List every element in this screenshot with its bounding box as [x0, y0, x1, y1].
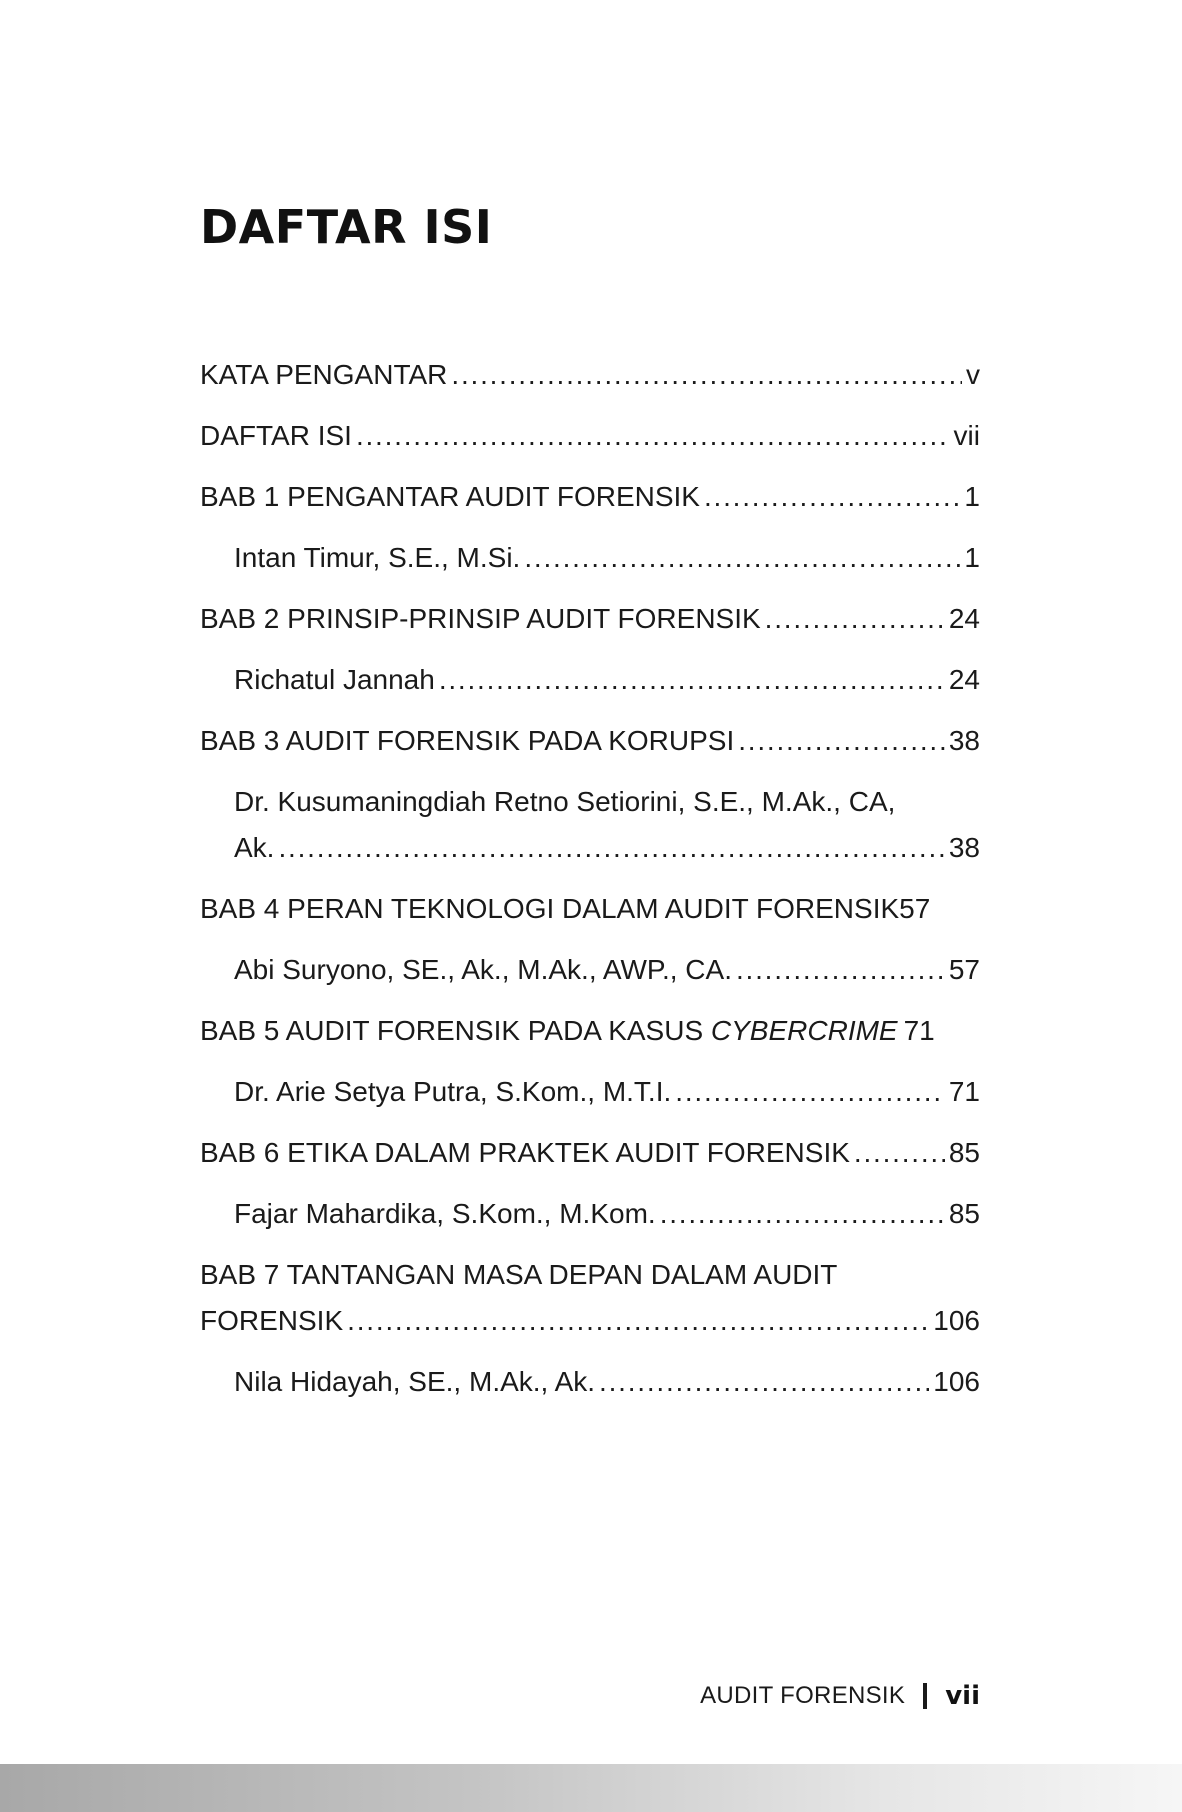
- toc-entry-label: BAB 4 PERAN TEKNOLOGI DALAM AUDIT FORENSIK: [200, 893, 900, 924]
- toc-entry-page: vii: [953, 420, 980, 451]
- toc-entry-label-italic: CYBERCRIME: [710, 1015, 898, 1046]
- toc-entry-label: Fajar Mahardika, S.Kom., M.Kom.: [234, 1198, 656, 1229]
- dot-leader: [278, 825, 944, 871]
- toc-entry-bab-1-author[interactable]: [200, 535, 980, 581]
- toc-entry-page: 38: [948, 832, 980, 863]
- dot-leader: [854, 1130, 945, 1176]
- toc-entry-label-line2: Ak.: [234, 832, 275, 863]
- toc-entry-bab-2-author[interactable]: [200, 657, 980, 703]
- toc-entry-page: 24: [948, 603, 980, 634]
- toc-entry-label: Nila Hidayah, SE., M.Ak., Ak.: [234, 1366, 596, 1397]
- toc-entry-kata-pengantar[interactable]: [200, 352, 980, 398]
- toc-entry-label: Abi Suryono, SE., Ak., M.Ak., AWP., CA.: [234, 954, 732, 985]
- footer-book-title: AUDIT FORENSIK: [700, 1682, 906, 1709]
- toc-entry-daftar-isi[interactable]: [200, 413, 980, 459]
- table-of-contents: [200, 352, 980, 1420]
- toc-entry-bab-5[interactable]: [200, 1008, 980, 1054]
- toc-entry-label-line2: FORENSIK: [200, 1305, 344, 1336]
- toc-entry-line2: [234, 825, 980, 871]
- toc-entry-page: 85: [948, 1198, 980, 1229]
- toc-entry-bab-1[interactable]: [200, 474, 980, 520]
- toc-entry-page: 57: [948, 954, 980, 985]
- toc-entry-label: DAFTAR ISI: [200, 420, 352, 451]
- footer-page-number: vii: [945, 1681, 980, 1711]
- toc-entry-page: 85: [948, 1137, 980, 1168]
- toc-entry-page: 71: [903, 1015, 935, 1046]
- dot-leader: [439, 657, 945, 703]
- dot-leader: [736, 947, 945, 993]
- toc-entry-bab-4[interactable]: [200, 886, 980, 932]
- toc-entry-bab-7-author[interactable]: [200, 1359, 980, 1405]
- toc-entry-bab-4-author[interactable]: [200, 947, 980, 993]
- page-title: DAFTAR ISI: [200, 200, 493, 254]
- toc-entry-bab-5-author[interactable]: [200, 1069, 980, 1115]
- toc-entry-label-regular: BAB 5 AUDIT FORENSIK PADA KASUS: [200, 1015, 711, 1046]
- toc-entry-label: KATA PENGANTAR: [200, 359, 448, 390]
- toc-entry-page: 38: [948, 725, 980, 756]
- toc-entry-bab-3-author[interactable]: [200, 779, 980, 871]
- dot-leader: [599, 1359, 929, 1405]
- toc-entry-bab-2[interactable]: [200, 596, 980, 642]
- toc-entry-label: BAB 2 PRINSIP-PRINSIP AUDIT FORENSIK: [200, 603, 761, 634]
- toc-entry-label: Dr. Arie Setya Putra, S.Kom., M.T.I.: [234, 1076, 672, 1107]
- toc-entry-page: 71: [948, 1076, 980, 1107]
- dot-leader: [675, 1069, 945, 1115]
- toc-entry-label: Richatul Jannah: [234, 664, 435, 695]
- toc-entry-label: [200, 1008, 898, 1054]
- toc-entry-page: 1: [964, 542, 980, 573]
- toc-entry-bab-3[interactable]: [200, 718, 980, 764]
- bottom-gradient-band: [0, 1764, 1182, 1812]
- dot-leader: [451, 352, 962, 398]
- toc-entry-page: 1: [964, 481, 980, 512]
- page-footer: [700, 1681, 980, 1711]
- toc-entry-line2: [200, 1298, 980, 1344]
- toc-entry-label-line1: BAB 7 TANTANGAN MASA DEPAN DALAM AUDIT: [200, 1259, 838, 1290]
- toc-entry-bab-6-author[interactable]: [200, 1191, 980, 1237]
- dot-leader: [347, 1298, 929, 1344]
- dot-leader: [524, 535, 960, 581]
- toc-entry-page: 106: [933, 1366, 980, 1397]
- dot-leader: [704, 474, 960, 520]
- toc-entry-bab-6[interactable]: [200, 1130, 980, 1176]
- footer-divider: [923, 1683, 927, 1709]
- toc-entry-label-line1: Dr. Kusumaningdiah Retno Setiorini, S.E., M.Ak., CA,: [234, 786, 896, 817]
- toc-entry-page: 106: [933, 1305, 980, 1336]
- dot-leader: [660, 1191, 945, 1237]
- toc-entry-label: BAB 3 AUDIT FORENSIK PADA KORUPSI: [200, 725, 735, 756]
- toc-entry-page: 57: [899, 893, 931, 924]
- dot-leader: [356, 413, 950, 459]
- dot-leader: [765, 596, 945, 642]
- toc-entry-bab-7[interactable]: [200, 1252, 980, 1344]
- toc-entry-page: 24: [948, 664, 980, 695]
- dot-leader: [738, 718, 945, 764]
- toc-entry-label: BAB 6 ETIKA DALAM PRAKTEK AUDIT FORENSIK: [200, 1137, 850, 1168]
- toc-entry-page: v: [966, 359, 980, 390]
- toc-entry-label: Intan Timur, S.E., M.Si.: [234, 542, 521, 573]
- toc-entry-label: BAB 1 PENGANTAR AUDIT FORENSIK: [200, 481, 700, 512]
